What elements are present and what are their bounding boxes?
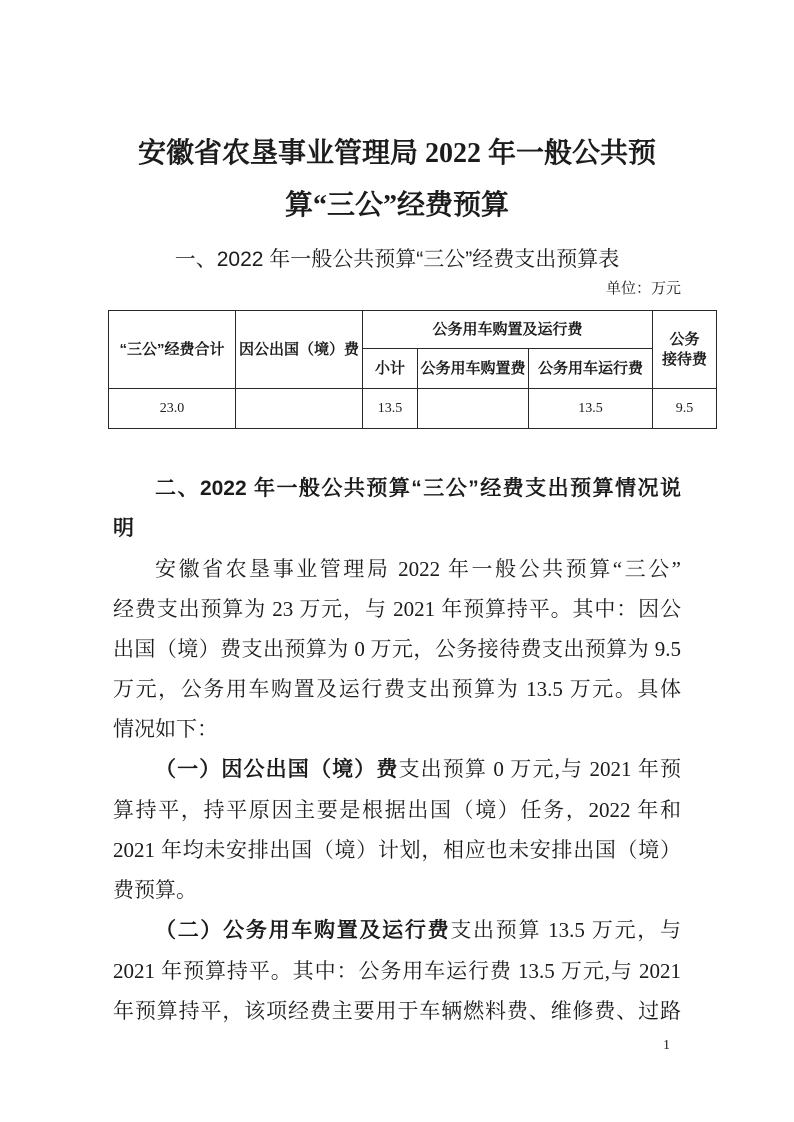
page-number: 1 — [663, 1038, 670, 1053]
paragraph-abroad-expense — [113, 749, 681, 910]
col-header-vehicle-group: 公务用车购置及运行费 — [363, 311, 653, 349]
bold-text-segment: （二）公务用车购置及运行费 — [155, 919, 451, 942]
body-text — [113, 469, 681, 1031]
text-segment: 算持平，持平原因主要是根据出国（境）任务，2022 年和 — [113, 798, 681, 822]
col-header-reception-line2: 接待费 — [661, 350, 707, 368]
cell-reception: 9.5 — [653, 389, 717, 429]
col-header-purchase: 公务用车购置费 — [418, 349, 529, 389]
document-title — [113, 128, 681, 232]
text-line — [113, 589, 681, 629]
text-line — [113, 790, 681, 830]
col-header-reception-line1: 公务 — [669, 330, 700, 348]
text-line — [113, 951, 681, 991]
section2-heading — [113, 469, 681, 549]
bold-text-segment: 明 — [113, 517, 134, 540]
text-line — [113, 549, 681, 589]
cell-operation: 13.5 — [529, 389, 653, 429]
paragraph-vehicle-expense — [113, 910, 681, 1031]
text-line — [113, 509, 681, 549]
text-segment: 万元，公务用车购置及运行费支出预算为 13.5 万元。具体 — [113, 677, 681, 701]
col-header-operation: 公务用车运行费 — [529, 349, 653, 389]
document-title-line2: 算“三公”经费预算 — [284, 190, 509, 221]
content-area — [113, 0, 707, 1031]
col-header-subtotal: 小计 — [363, 349, 418, 389]
bold-text-segment: （一）因公出国（境）费 — [155, 758, 399, 781]
text-line — [113, 910, 681, 951]
text-segment: 支出预算 13.5 万元，与 — [450, 918, 682, 942]
unit-label: 单位：万元 — [605, 281, 681, 297]
text-segment: 情况如下： — [113, 717, 218, 741]
text-line — [113, 991, 681, 1031]
budget-table — [108, 310, 717, 429]
paragraph-overview — [113, 549, 681, 749]
col-header-reception — [653, 311, 717, 389]
text-line — [113, 469, 681, 509]
text-line — [113, 629, 681, 669]
cell-purchase — [418, 389, 529, 429]
text-segment: 支出预算 0 万元,与 2021 年预 — [398, 757, 682, 781]
cell-abroad — [236, 389, 363, 429]
text-segment: 2021 年预算持平。其中：公务用车运行费 13.5 万元,与 2021 — [113, 959, 681, 983]
text-segment: 经费支出预算为 23 万元，与 2021 年预算持平。其中：因公 — [113, 597, 681, 621]
bold-text-segment: 二、2022 年一般公共预算“三公”经费支出预算情况说 — [155, 477, 681, 500]
text-segment: 2021 年均未安排出国（境）计划，相应也未安排出国（境） — [113, 838, 681, 862]
table-row — [109, 389, 717, 429]
text-line — [113, 749, 681, 790]
text-segment: 出国（境）费支出预算为 0 万元，公务接待费支出预算为 9.5 — [113, 637, 681, 661]
text-line — [113, 870, 681, 910]
text-segment: 年预算持平，该项经费主要用于车辆燃料费、维修费、过路 — [113, 999, 681, 1023]
text-segment: 费预算。 — [113, 878, 197, 902]
text-line — [113, 669, 681, 709]
text-line — [113, 830, 681, 870]
col-header-total: “三公”经费合计 — [109, 311, 236, 389]
col-header-abroad: 因公出国（境）费 — [236, 311, 363, 389]
cell-subtotal: 13.5 — [363, 389, 418, 429]
section1-heading: 一、2022 年一般公共预算“三公”经费支出预算表 — [174, 248, 620, 271]
text-line — [113, 709, 681, 749]
document-title-line1: 安徽省农垦事业管理局 2022 年一般公共预 — [137, 138, 656, 169]
cell-total: 23.0 — [109, 389, 236, 429]
text-segment: 安徽省农垦事业管理局 2022 年一般公共预算“三公” — [155, 557, 681, 581]
